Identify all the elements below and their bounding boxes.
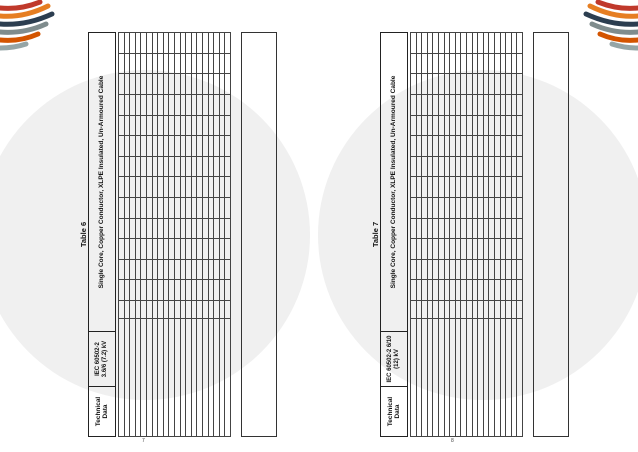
value-cell: [517, 74, 523, 95]
page-number: 7: [142, 438, 145, 444]
value-cell: [517, 115, 523, 136]
unit-cell: [225, 301, 231, 319]
value-cell: [225, 280, 231, 301]
cable-bundle-decoration-left: [0, 0, 60, 55]
value-cell: [225, 136, 231, 157]
value-cell: [225, 33, 231, 54]
table-title: Table 6: [79, 221, 88, 248]
table-sheet-6: [78, 32, 278, 437]
value-cell: [517, 280, 523, 301]
value-cell: [225, 94, 231, 115]
value-cell: [225, 156, 231, 177]
table-title: Table 7: [371, 221, 380, 248]
standard-label: IEC 60502-2 3.6/6 (7.2) kV: [89, 331, 115, 386]
table-header-band: [88, 32, 116, 437]
standard-label: IEC 60502-2 6/10 (12) kV: [381, 331, 407, 386]
technical-data-label: Technical Data: [89, 386, 115, 436]
value-cell: [517, 197, 523, 218]
value-cell: [225, 259, 231, 280]
value-cell: [225, 218, 231, 239]
value-cell: [517, 239, 523, 260]
assumptions-notes: [241, 32, 277, 437]
value-cell: [225, 115, 231, 136]
value-cell: [517, 156, 523, 177]
row-label-cell: [517, 319, 523, 437]
value-cell: [225, 53, 231, 74]
row-label-cell: [225, 319, 231, 437]
table-header-band: [380, 32, 408, 437]
value-cell: [517, 94, 523, 115]
unit-cell: [517, 301, 523, 319]
table-sheet-7: [370, 32, 570, 437]
cable-bundle-decoration-right: [578, 0, 638, 55]
table-row: [225, 33, 231, 437]
value-cell: [517, 177, 523, 198]
page-number: 8: [451, 438, 454, 444]
value-cell: [225, 239, 231, 260]
value-cell: [225, 197, 231, 218]
cable-description: Single Core, Copper Conductor, XLPE Insulated, Un-Armoured Cable: [98, 75, 106, 289]
technical-data-label: Technical Data: [381, 386, 407, 436]
table-row: [517, 33, 523, 437]
value-cell: [517, 218, 523, 239]
assumptions-notes: [533, 32, 569, 437]
technical-data-grid: [118, 32, 231, 437]
value-cell: [517, 33, 523, 54]
cable-description: Single Core, Copper Conductor, XLPE Insulated, Un-Armoured Cable: [390, 75, 398, 289]
value-cell: [517, 259, 523, 280]
value-cell: [225, 177, 231, 198]
value-cell: [517, 136, 523, 157]
value-cell: [517, 53, 523, 74]
technical-data-grid: [410, 32, 523, 437]
value-cell: [225, 74, 231, 95]
